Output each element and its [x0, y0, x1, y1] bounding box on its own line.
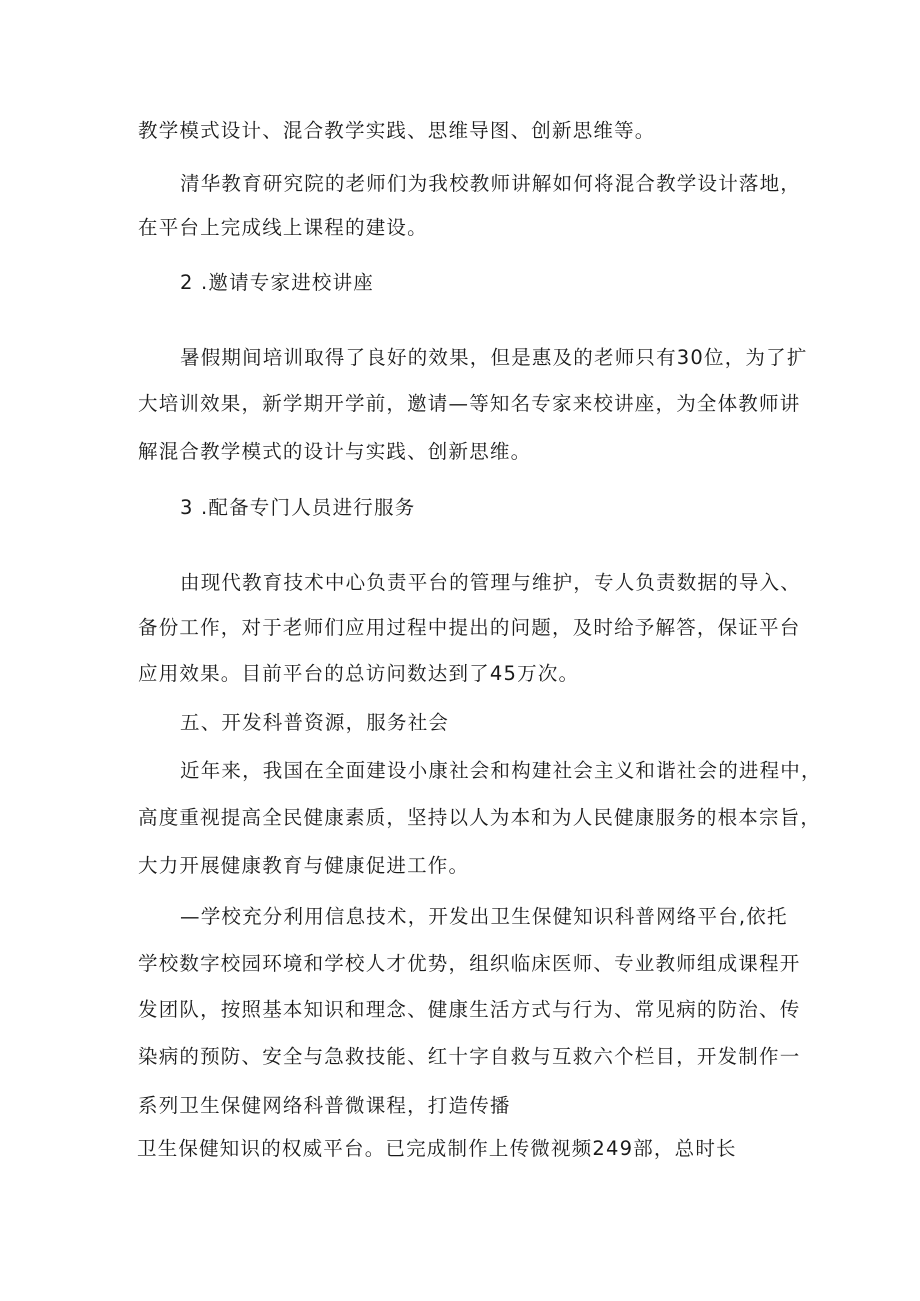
- paragraph-line: 卫生保健知识的权威平台。已完成制作上传微视频249部，总时长: [137, 1137, 737, 1160]
- paragraph-line: 染病的预防、安全与急救技能、红十字自救与互救六个栏目，开发制作一: [138, 1045, 801, 1068]
- paragraph-line: 教学模式设计、混合教学实践、思维导图、创新思维等。: [138, 119, 656, 142]
- section-heading: 2 .邀请专家进校讲座: [180, 271, 375, 294]
- paragraph-line: 学校数字校园环境和学校人才优势，组织临床医师、专业教师组成课程开: [138, 952, 801, 975]
- paragraph-line: 发团队，按照基本知识和理念、健康生活方式与行为、常见病的防治、传: [138, 998, 801, 1021]
- paragraph-line: 大力开展健康教育与健康促进工作。: [138, 854, 470, 877]
- section-heading: 3 .配备专门人员进行服务: [180, 496, 416, 519]
- paragraph-line: 备份工作，对于老师们应用过程中提出的问题，及时给予解答，保证平台: [138, 616, 801, 639]
- section-heading: 五、开发科普资源，服务社会: [180, 711, 450, 734]
- paragraph-line: 系列卫生保健网络科普微课程，打造传播: [138, 1094, 511, 1117]
- paragraph-line: 由现代教育技术中心负责平台的管理与维护，专人负责数据的导入、: [180, 571, 802, 594]
- paragraph-line: 解混合教学模式的设计与实践、创新思维。: [138, 440, 532, 463]
- paragraph-line: 应用效果。目前平台的总访问数达到了45万次。: [138, 662, 580, 685]
- paragraph-line: 暑假期间培训取得了良好的效果，但是惠及的老师只有30位，为了扩: [180, 346, 808, 369]
- paragraph-line: 在平台上完成线上课程的建设。: [138, 216, 428, 239]
- paragraph-line: 大培训效果，新学期开学前，邀请—等知名专家来校讲座，为全体教师讲: [138, 392, 801, 415]
- paragraph-line: 近年来，我国在全面建设小康社会和构建社会主义和谐社会的进程中，: [180, 759, 822, 782]
- paragraph-line: 高度重视提高全民健康素质，坚持以人为本和为人民健康服务的根本宗旨，: [138, 806, 822, 829]
- paragraph-line: —学校充分利用信息技术，开发出卫生保健知识科普网络平台,依托: [180, 905, 788, 928]
- paragraph-line: 清华教育研究院的老师们为我校教师讲解如何将混合教学设计落地，: [180, 172, 802, 195]
